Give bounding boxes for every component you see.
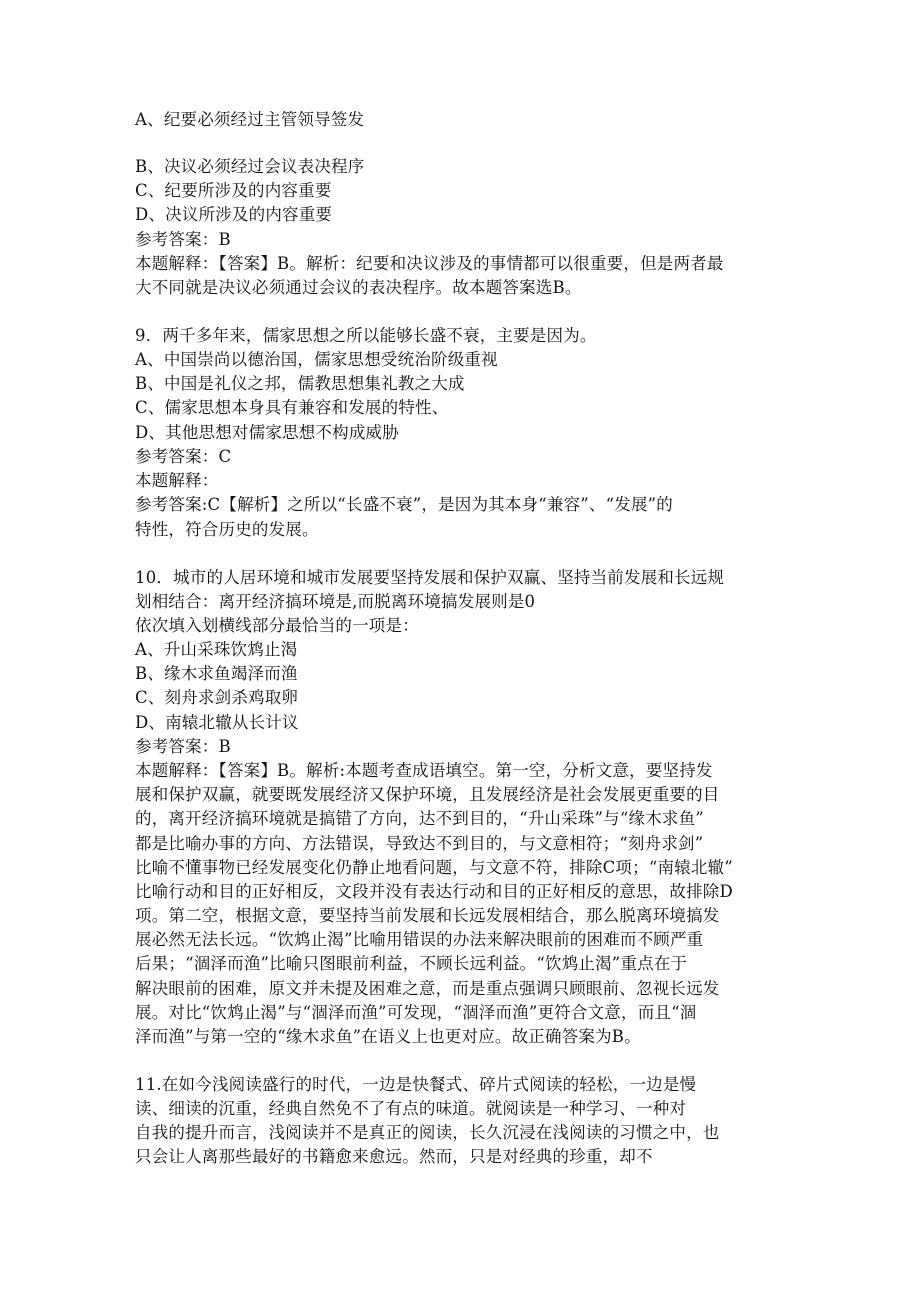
q9-option-d: D、其他思想对儒家思想不构成威胁	[135, 423, 399, 442]
q10-explanation-line: 展必然无法长远。“饮鸩止渴”比喻用错误的办法来解决眼前的困难而不顾严重	[135, 930, 704, 949]
q9-option-c: C、儒家思想本身具有兼容和发展的特性、	[135, 398, 449, 417]
q10-explanation-line: 项。第二空，根据文意，要坚持当前发展和长远发展相结合，那么脱离环境搞发	[135, 906, 720, 925]
q10-stem-line: 10．城市的人居环境和城市发展要坚持发展和保护双赢、坚持当前发展和长远规	[135, 568, 725, 587]
q9-option-b: B、中国是礼仪之邦，儒教思想集礼教之大成	[135, 374, 465, 393]
q8-option-d: D、决议所涉及的内容重要	[135, 205, 333, 224]
q10-explanation-line: 解决眼前的困难，原文并未提及困难之意，而是重点强调只顾眼前、忽视长远发	[135, 979, 720, 998]
q10-explanation-line: 的，离开经济搞环境就是搞错了方向，达不到目的，“升山采珠”与“缘木求鱼”	[135, 809, 704, 828]
q11-stem-line: 自我的提升而言，浅阅读并不是真正的阅读，长久沉浸在浅阅读的习惯之中，也	[135, 1123, 720, 1142]
q10-option-a: A、升山采珠饮鸩止渴	[135, 640, 298, 659]
q8-answer: 参考答案：B	[135, 230, 231, 249]
q10-explanation-line: 本题解释：【答案】B。解析:本题考查成语填空。第一空，分析文意，要坚持发	[135, 761, 713, 780]
q9-explanation-label: 本题解释：	[135, 471, 219, 490]
q10-explanation-line: 泽而渔”与第一空的“缘木求鱼”在语义上也更对应。故正确答案为B。	[135, 1027, 641, 1046]
q11-stem-line: 只会让人离那些最好的书籍愈来愈远。然而，只是对经典的珍重，却不	[135, 1147, 653, 1166]
q11-stem-line: 11.在如今浅阅读盛行的时代，一边是快餐式、碎片式阅读的轻松，一边是慢	[135, 1075, 697, 1094]
q10-option-b: B、缘木求鱼竭泽而渔	[135, 664, 298, 683]
q10-stem-line: 依次填入划横线部分最恰当的一项是：	[135, 616, 419, 635]
q10-stem-line: 划相结合：离开经济搞环境是,而脱离环境搞发展则是0	[135, 592, 536, 611]
q8-explanation-line: 大不同就是决议必须通过会议的表决程序。故本题答案选B。	[135, 278, 582, 297]
q10-explanation-line: 展。对比“饮鸩止渴”与“涸泽而渔”可发现，“涸泽而渔”更符合文意，而且“涸	[135, 1003, 697, 1022]
q10-explanation-line: 展和保护双赢，就要既发展经济又保护环境，且发展经济是社会发展更重要的目	[135, 785, 720, 804]
q10-explanation-line: 比喻不懂事物已经发展变化仍静止地看问题，与文意不符，排除C项；“南辕北辙”	[135, 858, 733, 877]
q8-option-b: B、决议必须经过会议表决程序	[135, 157, 365, 176]
q10-option-d: D、南辕北辙从长计议	[135, 713, 299, 732]
q8-option-c: C、纪要所涉及的内容重要	[135, 181, 332, 200]
q10-option-c: C、刻舟求剑杀鸡取卵	[135, 688, 299, 707]
q10-explanation-line: 比喻行动和目的正好相反，文段并没有表达行动和目的正好相反的意思，故排除D	[135, 882, 733, 901]
q11-stem-line: 读、细读的沉重，经典自然免不了有点的味道。就阅读是一种学习、一种对	[135, 1099, 687, 1118]
q8-explanation-line: 本题解释：【答案】B。解析：纪要和决议涉及的事情都可以很重要，但是两者最	[135, 254, 724, 273]
q9-stem: 9．两千多年来，儒家思想之所以能够长盛不衰，主要是因为。	[135, 326, 597, 345]
q10-answer: 参考答案：B	[135, 737, 231, 756]
q9-explanation-line: 特性，符合历史的发展。	[135, 520, 319, 539]
q10-explanation-line: 后果；“涸泽而渔”比喻只图眼前利益，不顾长远利益。“饮鸩止渴”重点在于	[135, 954, 688, 973]
q10-explanation-line: 都是比喻办事的方向、方法错误，导致达不到目的，与文意相符；“刻舟求剑”	[135, 834, 704, 853]
q8-option-a: A、纪要必须经过主管领导签发	[135, 110, 365, 129]
q9-option-a: A、中国崇尚以德治国，儒家思想受统治阶级重视	[135, 350, 498, 369]
q9-explanation-line: 参考答案:C【解析】之所以“长盛不衰”，是因为其本身“兼容”、“发展”的	[135, 495, 673, 514]
q9-answer: 参考答案：C	[135, 447, 232, 466]
